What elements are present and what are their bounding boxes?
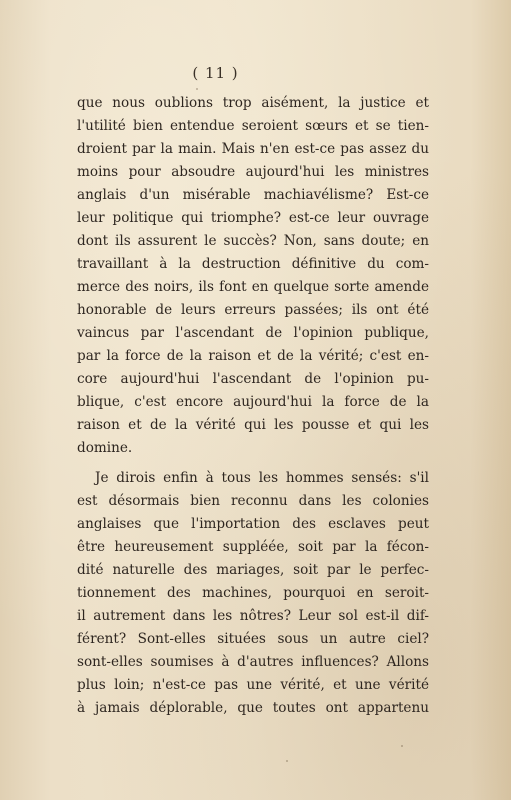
text-line: Je dirois enfin à tous les hommes sensés: s'il [95,470,429,486]
text-line: il autrement dans les nôtres? Leur sol est-il dif- [77,608,429,624]
paper-speck [401,745,403,747]
text-line: sont-elles soumises à d'autres influences? Allons [77,654,429,670]
body-text [77,92,429,720]
paragraph-gap [77,460,429,467]
text-line: dité naturelle des mariages, soit par le perfec- [77,562,429,578]
text-line: anglaises que l'importation des esclaves peut [77,516,429,532]
paper-speck [286,760,288,762]
page-number: ( 11 ) [192,64,239,82]
text-line: moins pour absoudre aujourd'hui les ministres [77,164,429,180]
text-line: core aujourd'hui l'ascendant de l'opinion pu- [77,371,429,387]
paragraph-1 [77,92,429,460]
text-line: leur politique qui triomphe? est-ce leur ouvrage [77,210,429,226]
text-line: raison et de la vérité qui les pousse et qui les [77,417,429,433]
paper-speck [196,88,198,90]
text-line: à jamais déplorable, que toutes ont appartenu [77,700,429,716]
text-line: vaincus par l'ascendant de l'opinion publique, [77,325,429,341]
text-line: tionnement des machines, pourquoi en seroit- [77,585,429,601]
paragraph-2 [77,467,429,720]
text-line: honorable de leurs erreurs passées; ils ont été [77,302,429,318]
text-line: est désormais bien reconnu dans les colonies [77,493,429,509]
text-line: par la force de la raison et de la vérité; c'est en- [77,348,429,364]
text-line: travaillant à la destruction définitive du com- [77,256,429,272]
text-line: droient par la main. Mais n'en est-ce pas assez du [77,141,429,157]
text-line: l'utilité bien entendue seroient sœurs et se tien- [77,118,429,134]
text-line: férent? Sont-elles situées sous un autre ciel? [77,631,429,647]
text-line: anglais d'un misérable machiavélisme? Est-ce [77,187,429,203]
text-line: blique, c'est encore aujourd'hui la force de la [77,394,429,410]
text-line: que nous oublions trop aisément, la justice et [77,95,429,111]
text-line: domine. [77,440,133,456]
text-line: dont ils assurent le succès? Non, sans doute; en [77,233,429,249]
text-line: être heureusement suppléée, soit par la fécon- [77,539,429,555]
text-line: plus loin; n'est-ce pas une vérité, et une vérité [77,677,429,693]
text-line: merce des noirs, ils font en quelque sorte amende [77,279,429,295]
